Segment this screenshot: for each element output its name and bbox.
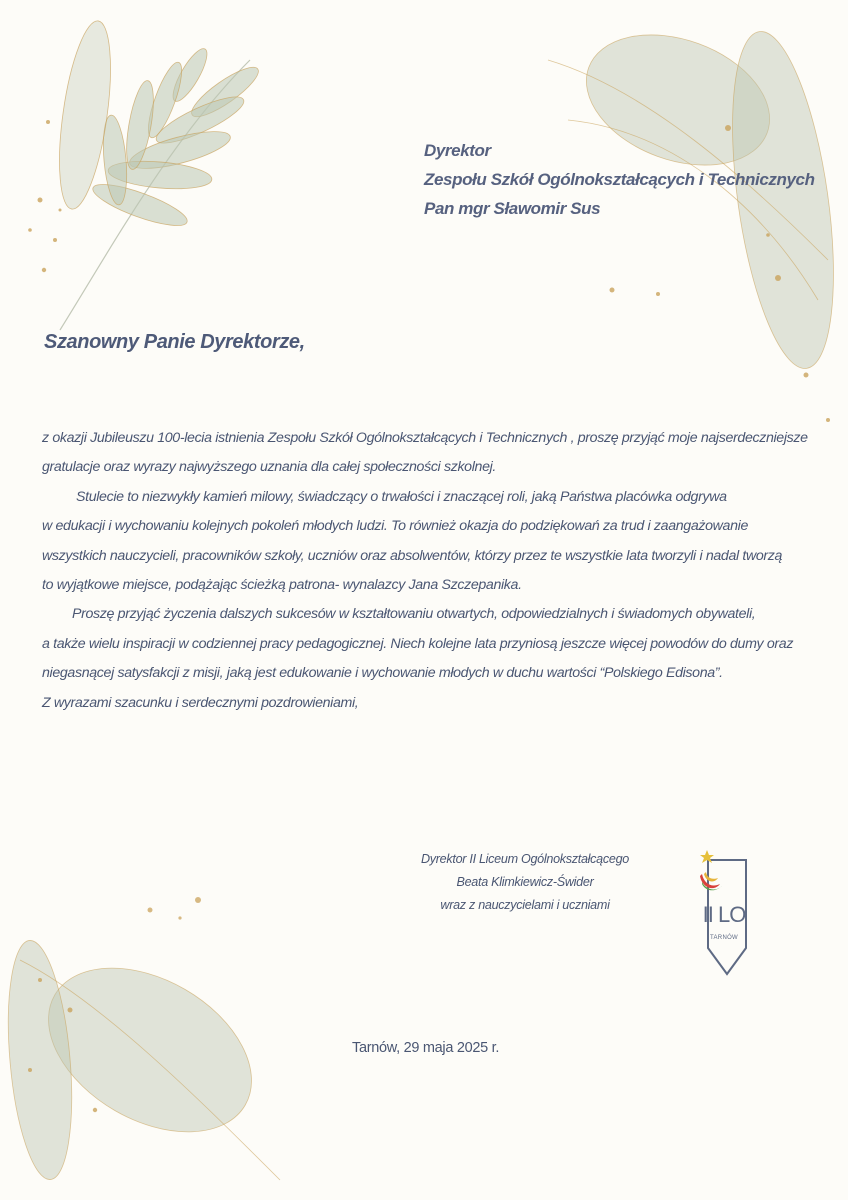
gold-dots-decoration xyxy=(140,890,220,930)
recipient-title: Dyrektor xyxy=(424,141,491,160)
body-line: to wyjątkowe miejsce, podążając ścieżką patrona- wynalazcy Jana Szczepanika. xyxy=(42,577,522,594)
signature-block xyxy=(390,848,660,917)
body-line: a także wielu inspiracji w codziennej pracy pedagogicznej. Niech kolejne lata przyniosą jeszcze więcej powodów do dumy oraz xyxy=(42,635,794,652)
logo-text: II LO xyxy=(702,902,746,927)
letter-date: Tarnów, 29 maja 2025 r. xyxy=(352,1040,500,1056)
recipient-name: Pan mgr Sławomir Sus xyxy=(424,199,601,218)
salutation: Szanowny Panie Dyrektorze, xyxy=(44,331,305,353)
signature-title: Dyrektor II Liceum Ogólnokształcącego xyxy=(421,852,629,866)
body-line: Stulecie to niezwykły kamień milowy, świadczący o trwałości i znaczącej roli, jaką Państwa placówka odgrywa xyxy=(76,488,727,505)
letter-body xyxy=(42,424,812,718)
body-line: Proszę przyjąć życzenia dalszych sukcesów w kształtowaniu otwartych, odpowiedzialnych i świadomych obywateli, xyxy=(72,606,756,623)
body-line: w edukacji i wychowaniu kolejnych pokoleń młodych ludzi. To również okazja do podziękowań za trud i zaangażowanie xyxy=(42,518,748,535)
top-left-leaf-decoration xyxy=(0,0,280,380)
bottom-left-leaf-decoration xyxy=(0,920,300,1200)
recipient-school: Zespołu Szkół Ogólnokształcących i Technicznych xyxy=(424,170,815,189)
body-line: niegasnącej satysfakcji z misji, jaką jest edukowanie i wychowanie młodych w duchu wartości “Polskiego Edisona”. xyxy=(42,665,723,682)
recipient-block xyxy=(424,136,815,223)
logo-subtext: TARNÓW xyxy=(709,935,739,941)
body-line: gratulacje oraz wyrazy najwyższego uznania dla całej społeczności szkolnej. xyxy=(42,459,496,476)
body-line: wszystkich nauczycieli, pracowników szkoły, uczniów oraz absolwentów, którzy przez te wszystkie lata tworzyli i nadal tworzą xyxy=(42,547,783,564)
body-line: z okazji Jubileuszu 100-lecia istnienia Zespołu Szkół Ogólnokształcących i Technicznych , proszę przyjąć moje najserdeczniejsze xyxy=(42,430,808,446)
signature-name: Beata Klimkiewicz-Świder xyxy=(456,875,594,889)
top-right-leaf-decoration xyxy=(528,0,848,460)
signature-note: wraz z nauczycielami i uczniami xyxy=(440,898,610,912)
closing-line: Z wyrazami szacunku i serdecznymi pozdrowieniami, xyxy=(42,694,359,711)
